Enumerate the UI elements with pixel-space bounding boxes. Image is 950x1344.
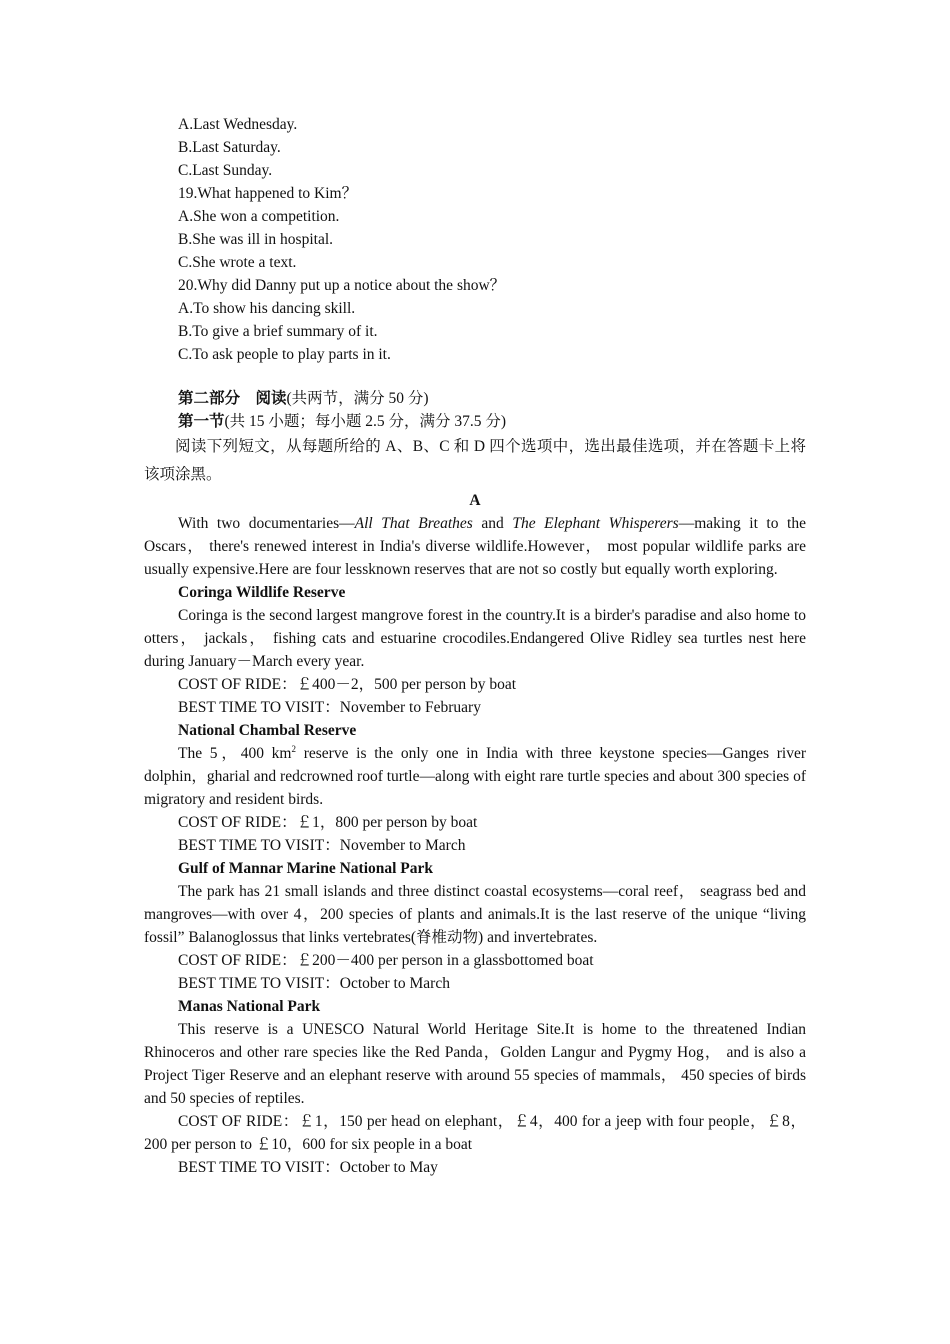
reserve-description-a: The 5，400 km (178, 745, 292, 762)
reserve-description (144, 742, 806, 811)
reserve-best-time: BEST TIME TO VISIT：November to February (178, 699, 481, 716)
q19-option-a: A.She won a competition. (178, 208, 340, 225)
q18-option-c: C.Last Sunday. (178, 162, 273, 179)
reserve-cost: COST OF RIDE：￡1，800 per person by boat (178, 814, 478, 831)
q20-question: 20.Why did Danny put up a notice about the show？ (178, 277, 506, 294)
section-title-rest: (共 15 小题；每小题 2.5 分，满分 37.5 分) (224, 413, 507, 430)
reserve-description-b: reserve is the only one in India with three keystone species—Ganges river dolphin，gharial and redcrowned roof turtle—along with eight rare turtle species and about 300 species of migratory and resident birds. (144, 745, 807, 808)
part-title (144, 387, 806, 410)
reserve-cost: COST OF RIDE：￡1，150 per head on elephant，￡4，400 for a jeep with four people，￡8，200 per person to ￡10，600 for six people in a boat (144, 1113, 806, 1153)
reserve-description: Coringa is the second largest mangrove forest in the country.It is a birder's paradise and also home to otters， jackals， fishing cats and estuarine crocodiles.Endangered Olive Ridley sea turtles nest here during January－March every year. (144, 607, 806, 670)
q20-option-c: C.To ask people to play parts in it. (178, 346, 391, 363)
reserve-best-time: BEST TIME TO VISIT：October to March (178, 975, 450, 992)
q18-option-b: B.Last Saturday. (178, 139, 281, 156)
reserve-cost: COST OF RIDE：￡400－2，500 per person by boat (178, 676, 517, 693)
intro-text-1: With two documentaries— (178, 515, 355, 532)
intro-text-2: —making it to the Oscars， there's renewed interest in India's diverse wildlife.However， most popular wildlife parks are usually expensive.Here are four lessknown reserves that are not so costly but equally worth exploring. (144, 515, 806, 578)
document-page (144, 113, 806, 1179)
intro-and: and (472, 515, 513, 532)
reserve-name: Manas National Park (178, 998, 321, 1015)
reserve-description: The park has 21 small islands and three distinct coastal ecosystems—coral reef， seagrass bed and mangroves—with over 4，200 species of plants and animals.It is the last reserve of the unique “living fossil” Balanoglossus that links vertebrates(脊椎动物) and invertebrates. (144, 883, 806, 946)
reserve-best-time: BEST TIME TO VISIT：October to May (178, 1159, 438, 1176)
reserve-name: Coringa Wildlife Reserve (178, 584, 346, 601)
section-title (144, 410, 806, 433)
reserve-best-time: BEST TIME TO VISIT：November to March (178, 837, 466, 854)
q19-option-c: C.She wrote a text. (178, 254, 297, 271)
q20-option-b: B.To give a brief summary of it. (178, 323, 378, 340)
passage-letter: A (469, 492, 481, 509)
q19-option-b: B.She was ill in hospital. (178, 231, 333, 248)
spacer (144, 366, 806, 387)
q20-option-a: A.To show his dancing skill. (178, 300, 356, 317)
documentary-title-1: All That Breathes (354, 515, 473, 532)
q18-option-a: A.Last Wednesday. (178, 116, 298, 133)
section-title-bold: 第一节 (178, 413, 225, 430)
part-title-bold: 第二部分 阅读 (178, 390, 287, 407)
passage-intro (144, 512, 806, 581)
part-title-rest: (共两节，满分 50 分) (286, 390, 429, 407)
superscript: 2 (291, 743, 296, 754)
reading-instructions: 阅读下列短文，从每题所给的 A、B、C 和 D 四个选项中，选出最佳选项，并在答题卡上将该项涂黑。 (144, 438, 806, 483)
reserve-cost: COST OF RIDE：￡200－400 per person in a glassbottomed boat (178, 952, 594, 969)
documentary-title-2: The Elephant Whisperers (512, 515, 679, 532)
q19-question: 19.What happened to Kim？ (178, 185, 358, 202)
reserve-name: Gulf of Mannar Marine National Park (178, 860, 434, 877)
reserve-description: This reserve is a UNESCO Natural World Heritage Site.It is home to the threatened Indian Rhinoceros and other rare species like the Red Panda，Golden Langur and Pygmy Hog， and is also a Project Tiger Reserve and an elephant reserve with around 55 species of mammals， 450 species of birds and 50 species of reptiles. (144, 1021, 806, 1107)
reserve-name: National Chambal Reserve (178, 722, 357, 739)
